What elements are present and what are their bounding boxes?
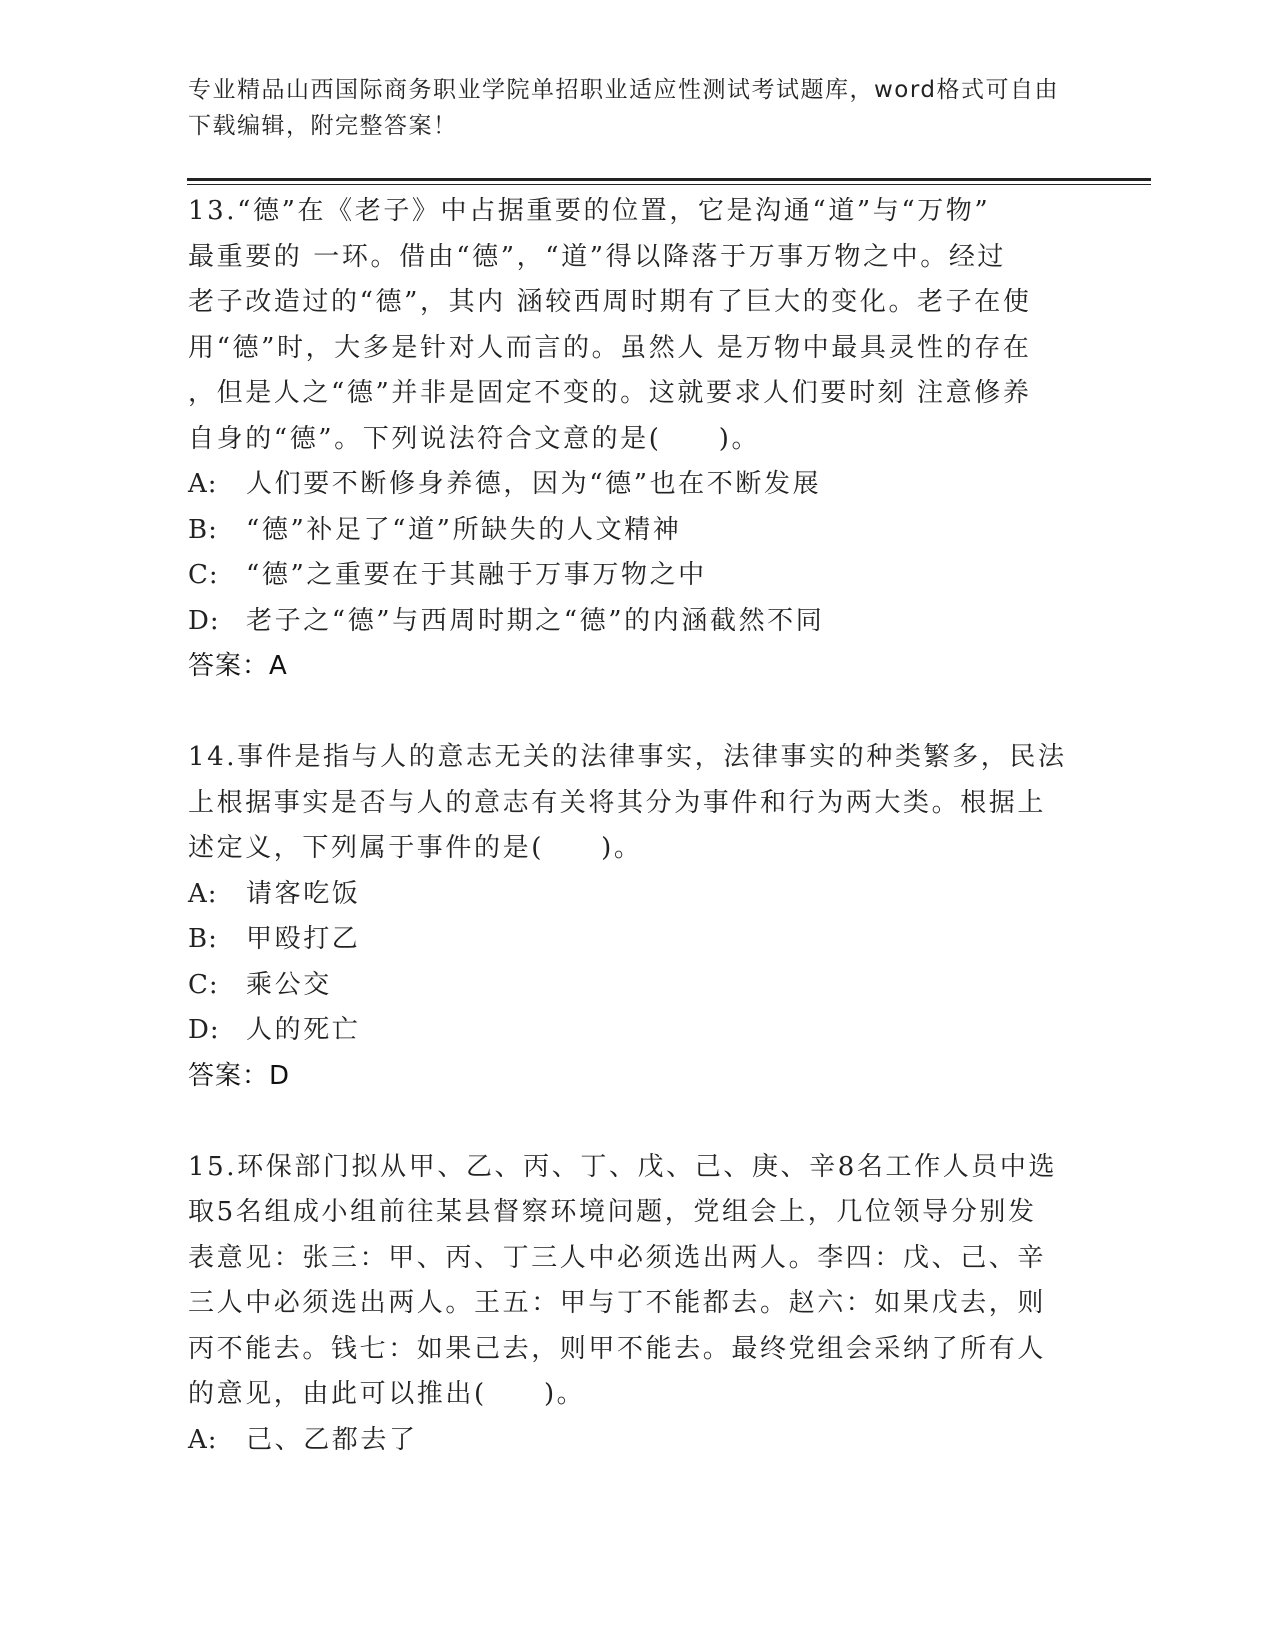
question-15-stem-line: 表意见：张三：甲、丙、丁三人中必须选出两人。李四：戊、己、辛 (188, 1242, 1047, 1273)
option-text: 人的死亡 (246, 1015, 361, 1045)
question-14-stem-line: 14.事件是指与人的意志无关的法律事实，法律事实的种类繁多，民法 (188, 742, 1067, 772)
question-13-option-c (188, 553, 1088, 599)
question-13-stem-line: 自身的“德”。下列说法符合文意的是( )。 (188, 423, 761, 454)
question-13-stem-line: ，但是人之“德”并非是固定不变的。这就要求人们要时刻 注意修养 (188, 378, 1032, 408)
question-13-stem-line: 13.“德”在《老子》中占据重要的位置，它是沟通“道”与“万物” (188, 196, 991, 226)
header-rule-thick (187, 178, 1151, 181)
question-15-stem-line: 丙不能去。钱七：如果己去，则甲不能去。最终党组会采纳了所有人 (188, 1333, 1047, 1364)
option-text: 老子之“德”与西周时期之“德”的内涵截然不同 (246, 605, 825, 636)
question-13-stem-line: 最重要的 一环。借由“德”，“道”得以降落于万事万物之中。经过 (188, 241, 1007, 272)
option-text: 己、乙都去了 (246, 1424, 418, 1455)
question-13-answer: 答案：A (188, 651, 288, 681)
option-text: “德”补足了“道”所缺失的人文精神 (246, 514, 682, 545)
spacer (188, 1099, 1088, 1145)
option-key: C: (188, 560, 219, 590)
question-14-option-a (188, 872, 1088, 918)
question-13-option-d (188, 599, 1088, 645)
document-header (188, 72, 1068, 144)
question-13-option-a (188, 462, 1088, 508)
question-13-option-b (188, 508, 1088, 554)
question-13 (188, 189, 1088, 690)
question-15 (188, 1145, 1088, 1464)
option-key: A: (188, 1424, 218, 1455)
question-14-stem-line: 述定义，下列属于事件的是( )。 (188, 833, 643, 863)
question-15-stem-line: 取5名组成小组前往某县督察环境问题，党组会上，几位领导分别发 (188, 1197, 1037, 1227)
option-text: 乘公交 (246, 969, 332, 1000)
question-15-stem-line: 三人中必须选出两人。王五：甲与丁不能都去。赵六：如果戊去，则 (188, 1288, 1047, 1318)
header-line-2: 下载编辑，附完整答案！ (188, 113, 458, 139)
option-key: D: (188, 1015, 220, 1045)
option-key: D: (188, 605, 220, 636)
header-rule-thin (187, 184, 1151, 185)
option-key: A: (188, 878, 218, 909)
question-13-stem-line: 用“德”时，大多是针对人而言的。虽然人 是万物中最具灵性的存在 (188, 332, 1032, 363)
question-15-stem-line: 15.环保部门拟从甲、乙、丙、丁、戊、己、庚、辛8名工作人员中选 (188, 1151, 1058, 1182)
option-key: C: (188, 969, 219, 1000)
question-14-option-d (188, 1008, 1088, 1054)
question-15-stem-line: 的意见，由此可以推出( )。 (188, 1379, 586, 1409)
question-14-option-c (188, 963, 1088, 1009)
question-13-stem-line: 老子改造过的“德”，其内 涵较西周时期有了巨大的变化。老子在使 (188, 287, 1032, 317)
option-text: 甲殴打乙 (246, 924, 361, 954)
option-text: 请客吃饭 (246, 878, 361, 909)
option-key: A: (188, 469, 218, 499)
question-list (188, 189, 1088, 1463)
option-key: B: (188, 514, 218, 545)
option-key: B: (188, 924, 218, 954)
option-text: “德”之重要在于其融于万事万物之中 (246, 560, 707, 590)
option-text: 人们要不断修身养德，因为“德”也在不断发展 (246, 469, 822, 499)
spacer (188, 690, 1088, 736)
question-14-stem-line: 上根据事实是否与人的意志有关将其分为事件和行为两大类。根据上 (188, 787, 1047, 818)
header-line-1: 专业精品山西国际商务职业学院单招职业适应性测试考试题库，word格式可自由 (188, 77, 1060, 103)
question-14-option-b (188, 917, 1088, 963)
question-14-answer: 答案：D (188, 1060, 291, 1091)
question-15-option-a (188, 1418, 1088, 1464)
question-14 (188, 735, 1088, 1099)
